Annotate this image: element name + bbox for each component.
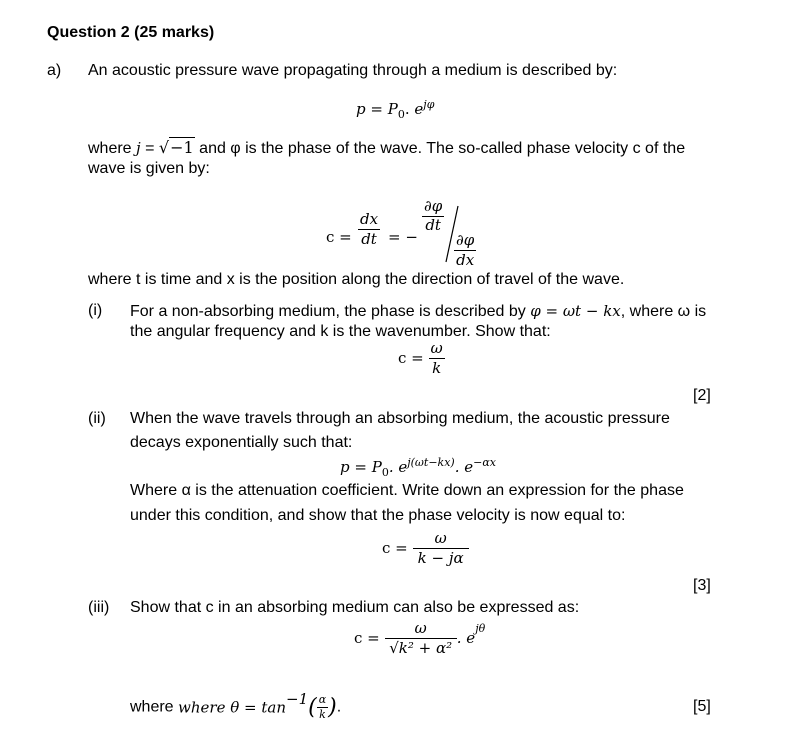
equation-pressure: $p = P_0$. $e^{j\varphi}$ (356, 98, 435, 121)
part-i-line2: the angular frequency and k is the wavenumber. Show that: (130, 323, 551, 340)
question-heading: Question 2 (25 marks) (47, 24, 215, 41)
part-a-label: a) (47, 62, 62, 79)
part-ii-line3: Where α is the attenuation coefficient. Write down an expression for the phase (130, 482, 684, 499)
sqrt-minus-one: √−1 (158, 138, 194, 157)
where-t-line: where t is time and x is the position along the direction of travel of the wave. (88, 271, 625, 288)
part-i-line1: For a non-absorbing medium, the phase is described by φ = ωt − kx, where ω is (130, 302, 707, 320)
equation-phase-velocity: c = $\frac{dx}{dt}$ = − $\frac{\partial\varphi}{dt}$ $\frac{\partial\varphi}{dx}$ (326, 197, 475, 269)
equation-absorbing-pressure: $p = P_0$. $e^{j(\omega t-kx)}$. $e^{-\alpha x}$ (340, 456, 496, 479)
equation-c-polar: c = $\frac{\omega}{\text{√k² + α²}}$ . $e^{j\theta}$ (354, 619, 486, 657)
where-j-line: where j = √−1 and φ is the phase of the wave. The so-called phase velocity c of the (88, 138, 686, 157)
equation-c-omega-k: c = $\frac{\omega}{k}$ (398, 339, 443, 377)
where-theta-line: where where $\theta = \tan^{-1}$( $\frac{\alpha}{k}$ ). (130, 689, 342, 722)
part-ii-label: (ii) (88, 410, 106, 427)
part-ii-marks: [3] (693, 577, 711, 594)
part-i-label: (i) (88, 302, 103, 319)
part-iii-line1: Show that c in an absorbing medium can also be expressed as: (130, 599, 580, 616)
part-iii-label: (iii) (88, 599, 110, 616)
part-ii-line4: under this condition, and show that the phase velocity is now equal to: (130, 507, 626, 524)
intro-text: An acoustic pressure wave propagating through a medium is described by: (88, 62, 618, 79)
part-iii-marks: [5] (693, 698, 711, 715)
equation-c-omega-k-jalpha: c = $\frac{\omega}{k - j\alpha}$ (382, 530, 469, 566)
where-line-2: wave is given by: (88, 160, 210, 177)
part-ii-line2: decays exponentially such that: (130, 434, 353, 451)
part-i-marks: [2] (693, 387, 711, 404)
part-ii-line1: When the wave travels through an absorbing medium, the acoustic pressure (130, 410, 670, 427)
